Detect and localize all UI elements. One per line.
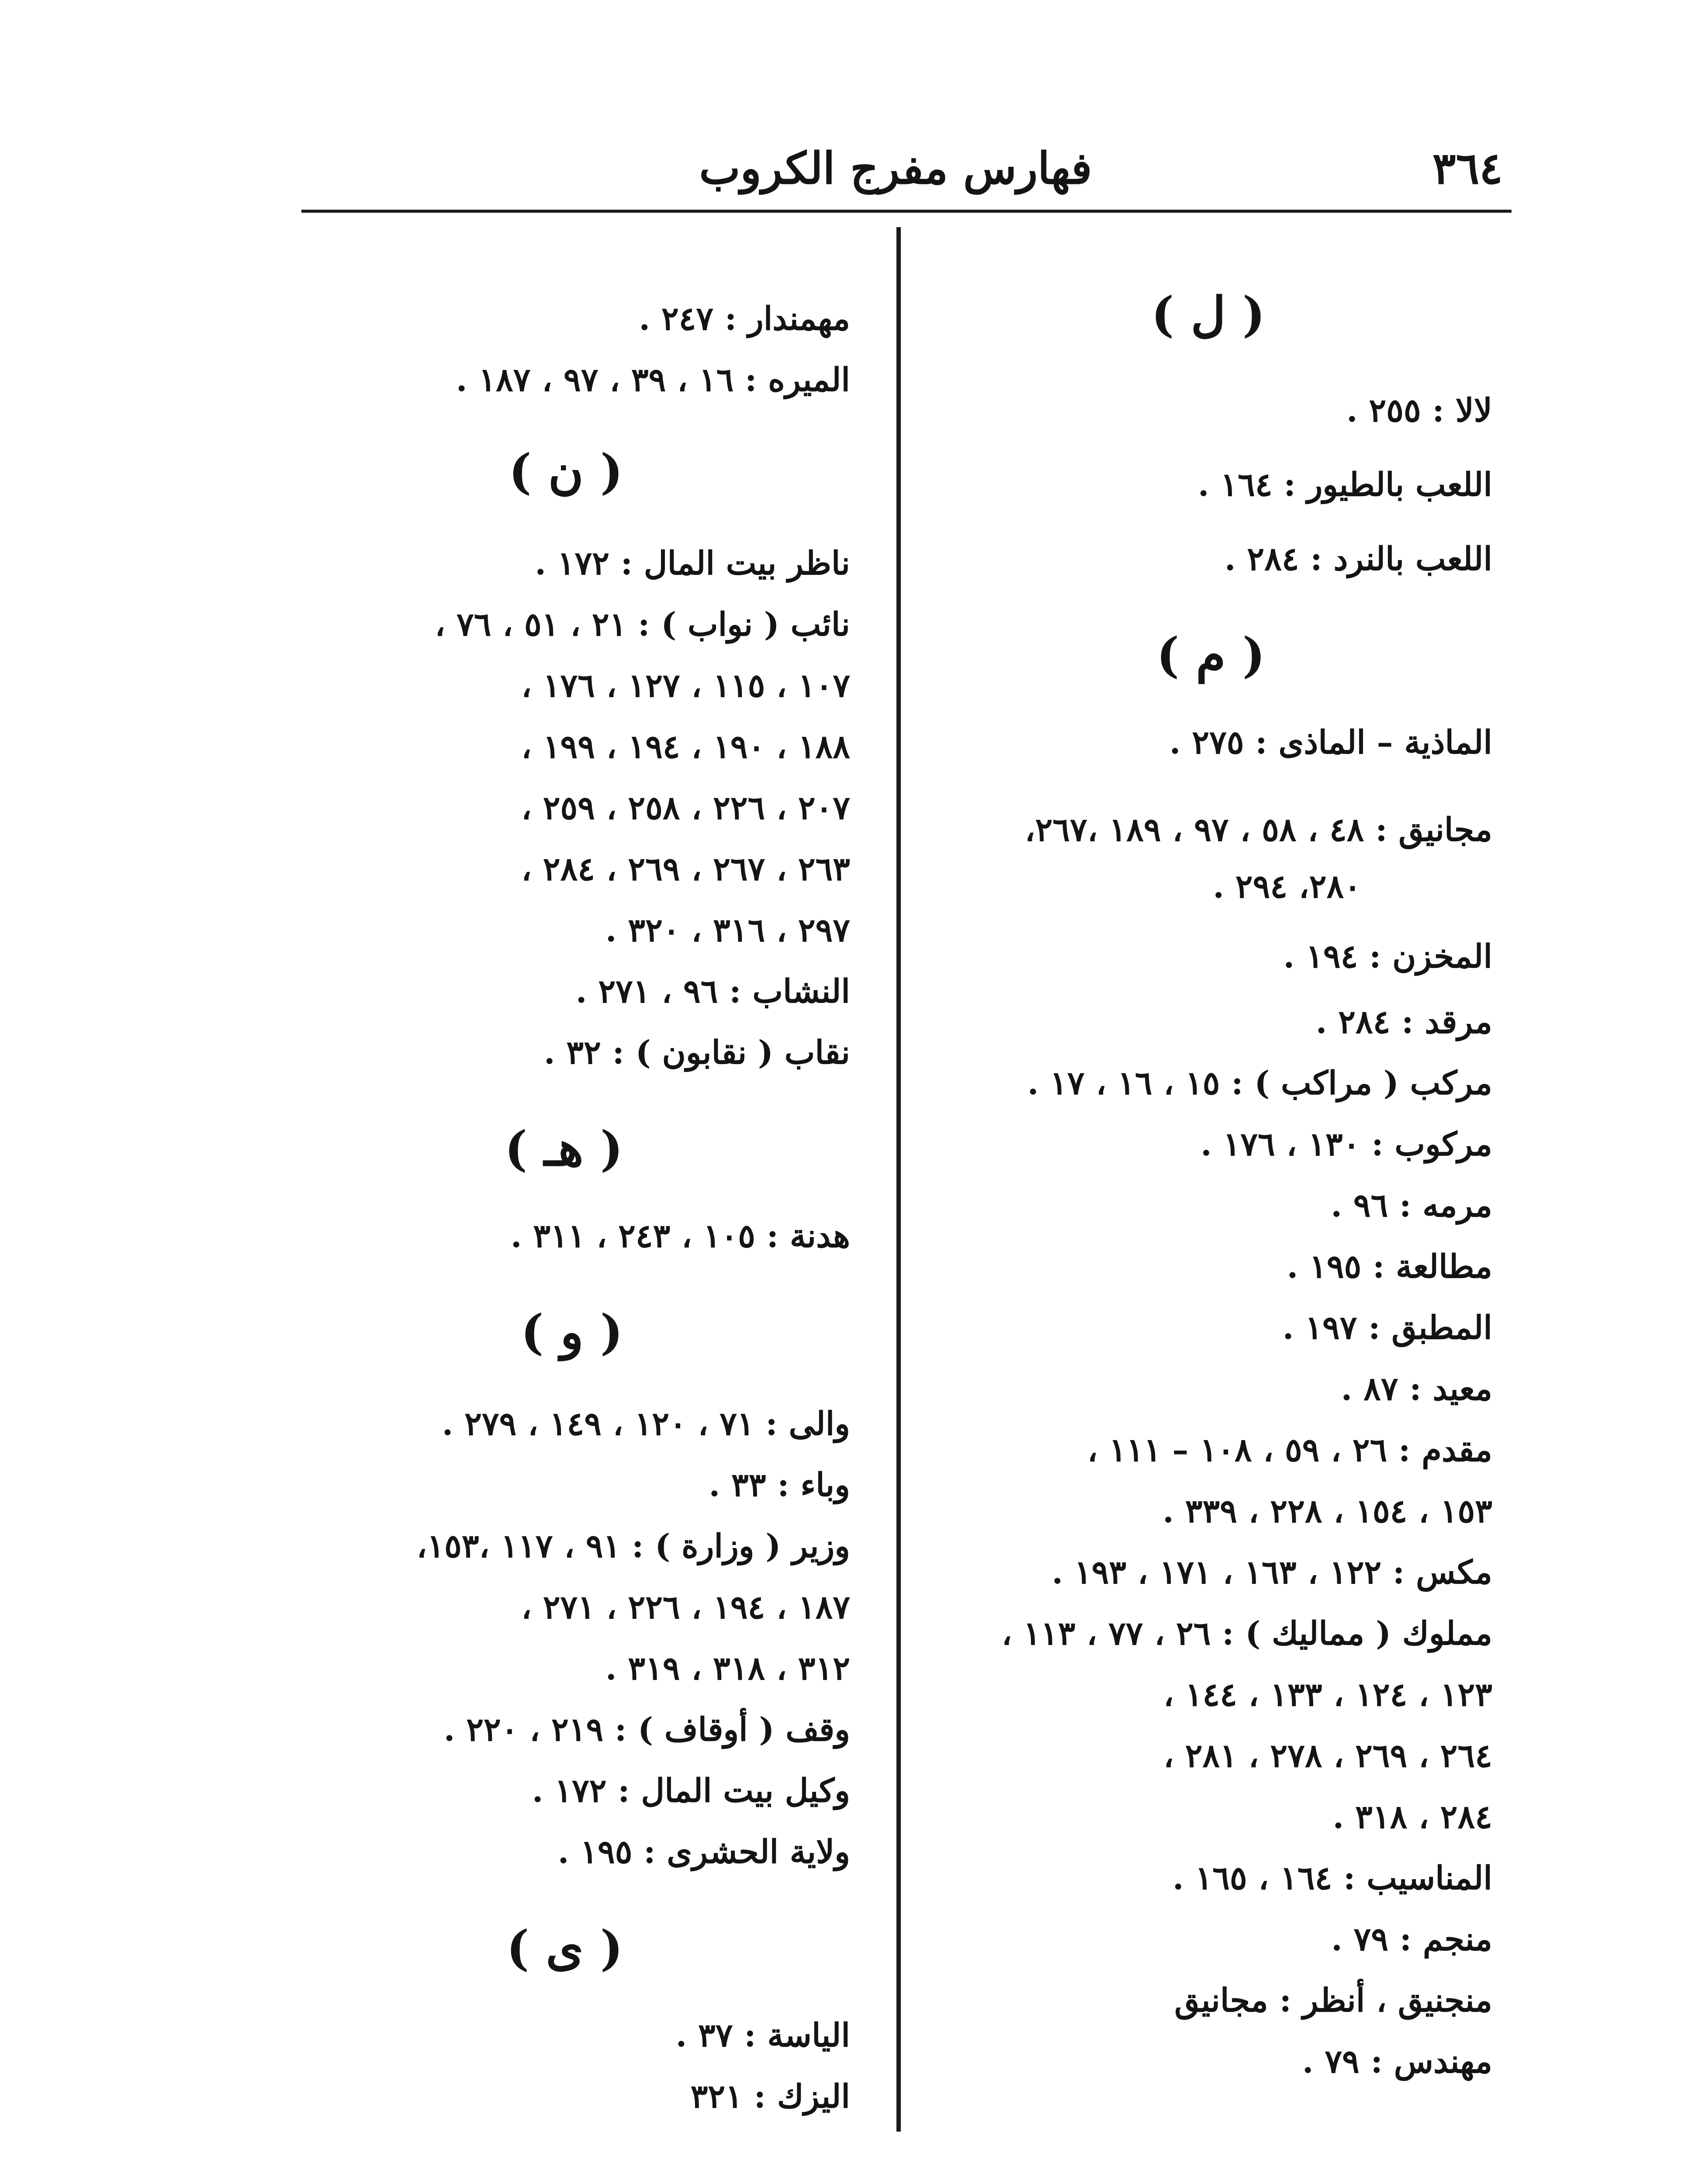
- section-heading-ya: ( ى ): [506, 1920, 623, 1976]
- section-heading-mim: ( م ): [1156, 627, 1265, 683]
- index-entry: مملوك ( مماليك ) : ٢٦ ، ٧٧ ، ١١٣ ،: [1001, 1615, 1492, 1652]
- index-entry: لالا : ٢٥٥ .: [1346, 392, 1492, 429]
- index-entry: وكيل بيت المال : ١٧٢ .: [532, 1772, 850, 1810]
- header-rule: [301, 210, 1512, 213]
- section-heading-nun: ( ن ): [509, 443, 623, 500]
- index-entry: المناسيب : ١٦٤ ، ١٦٥ .: [1172, 1859, 1492, 1897]
- index-entry-continuation: ١٥٣ ، ١٥٤ ، ٢٢٨ ، ٣٣٩ .: [1162, 1493, 1492, 1530]
- index-entry: منجم : ٧٩ .: [1331, 1921, 1492, 1958]
- column-divider: [896, 227, 901, 2132]
- index-entry: مقدم : ٢٦ ، ٥٩ ، ١٠٨ – ١١١ ،: [1087, 1431, 1492, 1469]
- index-entry-continuation: ٢٩٧ ، ٣١٦ ، ٣٢٠ .: [605, 912, 850, 949]
- page-number: ٣٦٤: [1432, 142, 1503, 194]
- index-entry: النشاب : ٩٦ ، ٢٧١ .: [575, 973, 850, 1010]
- section-heading-waw: ( و ): [521, 1304, 623, 1360]
- index-entry: المطبق : ١٩٧ .: [1282, 1309, 1492, 1347]
- index-entry: مطالعة : ١٩٥ .: [1287, 1248, 1492, 1286]
- index-entry: الماذية – الماذى : ٢٧٥ .: [1169, 724, 1492, 761]
- index-entry-continuation: ٢٦٣ ، ٢٦٧ ، ٢٦٩ ، ٢٨٤ ،: [521, 850, 850, 888]
- index-entry: منجنيق ، أنظر : مجانيق: [1174, 1982, 1492, 2019]
- index-entry-continuation: ١٠٧ ، ١١٥ ، ١٢٧ ، ١٧٦ ،: [521, 667, 850, 705]
- index-entry: مجانيق : ٤٨ ، ٥٨ ، ٩٧ ، ١٨٩ ،٢٦٧،: [1024, 811, 1492, 849]
- index-entry: مكس : ١٢٢ ، ١٦٣ ، ١٧١ ، ١٩٣ .: [1052, 1554, 1492, 1591]
- index-entry: والى : ٧١ ، ١٢٠ ، ١٤٩ ، ٢٧٩ .: [442, 1405, 850, 1443]
- index-entry: مهندس : ٧٩ .: [1302, 2043, 1492, 2080]
- index-entry: وباء : ٣٣ .: [709, 1466, 850, 1504]
- page-title: فهارس مفرج الكروب: [699, 142, 1092, 194]
- index-entry: نقاب ( نقابون ) : ٣٢ .: [543, 1034, 850, 1071]
- index-entry: مركوب : ١٣٠ ، ١٧٦ .: [1200, 1126, 1492, 1163]
- index-entry-continuation: ٢٦٤ ، ٢٦٩ ، ٢٧٨ ، ٢٨١ ،: [1163, 1737, 1492, 1775]
- index-entry: مهمندار : ٢٤٧ .: [639, 300, 850, 338]
- index-entry: نائب ( نواب ) : ٢١ ، ٥١ ، ٧٦ ،: [435, 606, 850, 643]
- index-entry-continuation: ٢٨٤ ، ٣١٨ .: [1332, 1798, 1492, 1836]
- section-heading-lam: ( ل ): [1151, 286, 1265, 342]
- index-entry: اليزك : ٣٢١: [690, 2078, 850, 2115]
- index-entry-continuation: ٢٠٧ ، ٢٢٦ ، ٢٥٨ ، ٢٥٩ ،: [521, 789, 850, 827]
- index-entry: اللعب بالنرد : ٢٨٤ .: [1224, 540, 1492, 578]
- index-entry: اللعب بالطيور : ١٦٤ .: [1197, 466, 1492, 504]
- index-entry: مركب ( مراكب ) : ١٥ ، ١٦ ، ١٧ .: [1027, 1064, 1492, 1102]
- index-entry-continuation: ٣١٢ ، ٣١٨ ، ٣١٩ .: [605, 1650, 850, 1687]
- index-entry: هدنة : ١٠٥ ، ٢٤٣ ، ٣١١ .: [510, 1217, 850, 1255]
- index-entry: مرمه : ٩٦ .: [1331, 1187, 1492, 1224]
- index-entry: ناظر بيت المال : ١٧٢ .: [535, 545, 850, 582]
- index-entry: وقف ( أوقاف ) : ٢١٩ ، ٢٢٠ .: [443, 1711, 850, 1749]
- index-entry: معيد : ٨٧ .: [1341, 1370, 1492, 1408]
- index-entry-continuation: ١٨٨ ، ١٩٠ ، ١٩٤ ، ١٩٩ ،: [521, 728, 850, 766]
- section-heading-ha: ( هـ ): [505, 1120, 623, 1177]
- index-entry: الياسة : ٣٧ .: [675, 2017, 850, 2054]
- index-entry: ولاية الحشرى : ١٩٥ .: [557, 1833, 850, 1871]
- index-entry-continuation: ١٨٧ ، ١٩٤ ، ٢٢٦ ، ٢٧١ ،: [521, 1589, 850, 1626]
- index-entry: وزير ( وزارة ) : ٩١ ، ١١٧ ،١٥٣،: [416, 1527, 850, 1565]
- index-entry-continuation: ٢٨٠، ٢٩٤ .: [1213, 868, 1361, 905]
- index-entry-continuation: ١٢٣ ، ١٢٤ ، ١٣٣ ، ١٤٤ ،: [1163, 1676, 1492, 1714]
- index-entry: مرقد : ٢٨٤ .: [1315, 1003, 1492, 1041]
- index-entry: الميره : ١٦ ، ٣٩ ، ٩٧ ، ١٨٧ .: [456, 361, 850, 399]
- index-entry: المخزن : ١٩٤ .: [1283, 938, 1492, 975]
